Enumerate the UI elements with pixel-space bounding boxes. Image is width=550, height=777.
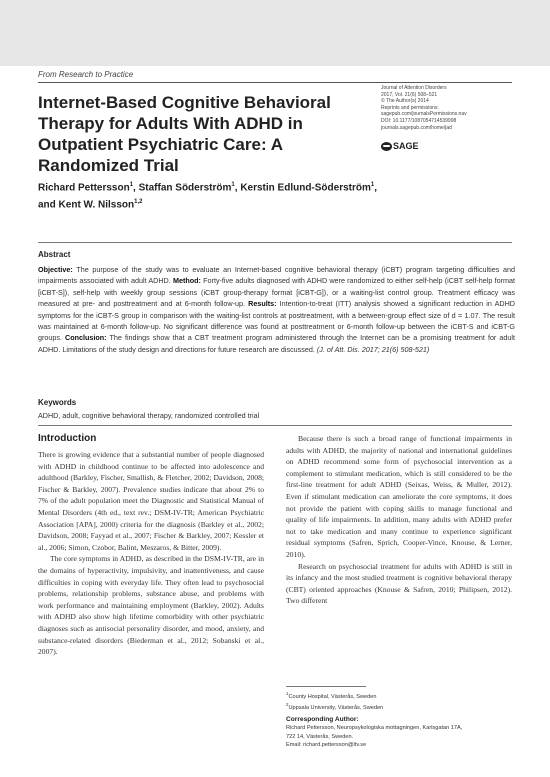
objective-text: The purpose of the study was to evaluate an Internet-based cognitive behavioral therapy (iCBT) program targeting difficulties and impairments associated with adult ADHD. — [38, 265, 515, 286]
abstract-heading: Abstract — [38, 250, 71, 259]
affiliation-line — [286, 701, 516, 712]
author-list — [38, 178, 458, 213]
affiliation-sup: 1 — [286, 691, 289, 696]
author-name: Staffan Söderström — [138, 182, 232, 194]
body-column-left — [38, 449, 264, 658]
method-label: Method: — [172, 276, 201, 286]
abstract-rule — [38, 242, 512, 243]
copyright-line: © The Author(s) 2014 — [381, 98, 429, 105]
doi-line[interactable]: DOI: 10.1177/1087054714539998 — [381, 117, 457, 124]
corresponding-address: Richard Pettersson, Neuropsykologiska mottagningen, Karlsgatan 17A, — [286, 725, 463, 732]
journal-name: Journal of Attention Disorders — [381, 85, 447, 91]
journal-url[interactable]: journals.sagepub.com/home/jad — [381, 124, 452, 131]
keywords-rule — [38, 425, 512, 426]
section-label: From Research to Practice — [38, 70, 134, 79]
conclusion-text: The findings show that a CBT treatment program administered through the Internet can be a promising treatment for adult ADHD. Limitations of the study design and directions for future research are discussed. — [38, 333, 515, 354]
method-text: Forty-five adults diagnosed with ADHD were randomized to either self-help (iCBT self-help format [iCBT-S]), self-help with weekly group sessions (iCBT group-therapy format [iCBT-G]), or a waiting-list control group. Treatment efficacy was measured at pre- and posttreatment and at 6-month follow-up. — [38, 276, 515, 309]
body-paragraph: There is growing evidence that a substantial number of people diagnosed with ADHD in childhood continue to be affected into adolescence and adulthood (Barkley, Fischer, Smallish, & Fletcher, 2002; Davidson, 2008; Fischer & Barkley, 2007). Prevalence studies indicate that about 2% to 7% of the adult population meet the Diagnostic and Statistical Manual of Mental Disorders (4th ed., text rev.; DSM-IV-TR; American Psychiatric Association [APA], 2000) criteria for the diagnosis (Barkley et al., 2002; Davidson, 2008; Fayyad et al., 2007; Fischer & Barkley, 2007; Kessler et al., 2006; Simon, Czobor, Balint, Meszaros, & Bitter, 2009). — [38, 450, 264, 552]
author-separator: , — [234, 182, 241, 194]
objective-label: Objective: — [38, 265, 73, 274]
body-column-right — [286, 433, 512, 607]
citation-text: (J. of Att. Dis. 2017; 21(6) 508-521) — [316, 344, 430, 354]
body-paragraph: Because there is such a broad range of functional impairments in adults with ADHD, the majority of national and international guidelines on ADHD recommend some form of psychosocial intervention as a complement to stimulant medication, which is still considered to be the first-line treatment for adult ADHD (Seixas, Weiss, & Muller, 2012). Even if stimulant medication can ameliorate the core symptoms, it does not provide the patient with coping skills to manage functional and quality of life impairments. In addition, many adults with ADHD prefer not to take medication and many continue to experience significant residual symptoms (Safren, Sprich, Cooper-Vince, Knouse, & Lerner, 2010). — [286, 434, 512, 559]
affiliation-text: County Hospital, Västerås, Sweden — [288, 693, 377, 700]
author-affiliation-sup: 1 — [129, 182, 134, 188]
author-affiliation-sup: 1,2 — [134, 199, 143, 206]
journal-info — [381, 85, 521, 131]
author-affiliation-sup: 1 — [370, 182, 375, 188]
sage-logo — [381, 141, 419, 151]
corresponding-email[interactable]: Email: richard.pettersson@ltv.se — [286, 742, 367, 749]
conclusion-label: Conclusion: — [65, 333, 107, 343]
results-label: Results: — [248, 299, 277, 309]
journal-volume: 2017, Vol. 21(6) 508–521 — [381, 91, 438, 98]
affiliation-text: Uppsala University, Västerås, Sweden — [288, 705, 384, 712]
author-name: and Kent W. Nilsson — [38, 199, 135, 211]
corresponding-city: 722 14, Västerås, Sweden. — [286, 733, 354, 740]
author-affiliation-sup: 1 — [231, 182, 235, 188]
reprints-line: Reprints and permissions: — [381, 104, 439, 111]
header-rule — [38, 82, 512, 83]
introduction-heading: Introduction — [38, 433, 97, 444]
body-paragraph: The core symptoms in ADHD, as described in the DSM-IV-TR, are in the domains of hyperactivity, impulsivity, and inattentiveness, and cause difficulties in coping with everyday life. They often lead to psychosocial problems, relationship problems, substance abuse, and problems with work performance and maintaining employment (Barkley, 2002). Adults with ADHD also show high lifetime comorbidity with other psychiatric diagnoses such as antisocial personality disorder, and mood, anxiety, and substance-related disorders (Biederman et al., 2012; Sobanski et al., 2007). — [38, 554, 264, 657]
keywords-heading: Keywords — [38, 398, 77, 407]
author-name: Kerstin Edlund-Söderström — [240, 182, 371, 194]
sage-logo-text: SAGE — [393, 141, 419, 151]
article-title: Internet-Based Cognitive Behavioral Therapy for Adults With ADHD in Outpatient Psychiatric Care: A Randomized Trial — [38, 93, 331, 175]
permissions-link[interactable]: sagepub.com/journalsPermissions.nav — [381, 111, 467, 118]
footnote-rule — [286, 686, 366, 687]
sage-mark-icon — [381, 142, 392, 151]
author-name: Richard Pettersson — [38, 182, 130, 194]
keywords-text: ADHD, adult, cognitive behavioral therapy, randomized controlled trial — [38, 411, 260, 420]
corresponding-author-heading: Corresponding Author: — [286, 715, 359, 723]
footnotes — [286, 690, 516, 750]
abstract-text — [38, 264, 515, 355]
body-paragraph: Research on psychosocial treatment for adults with ADHD is still in its infancy and the most studied treatment is cognitive behavioral therapy (CBT) oriented approaches (Knouse & Safren, 2010; Philipsen, 2012). Two different — [286, 561, 512, 606]
affiliation-line — [286, 690, 516, 701]
author-separator: , — [374, 182, 378, 194]
header-band — [0, 0, 550, 66]
results-text: Intention-to-treat (ITT) analysis showed a significant reduction in ADHD symptoms for the iCBT-S group in comparison with the waiting-list controls at posttreatment, with a between-group effect size of d = 1.07. The result was maintained at 6-month follow-up. No significant difference was found at posttreatment or 6-month follow-up between the iCBT-S and iCBT-G groups. — [38, 299, 516, 343]
author-separator: , — [133, 182, 139, 194]
affiliation-sup: 2 — [286, 702, 289, 708]
